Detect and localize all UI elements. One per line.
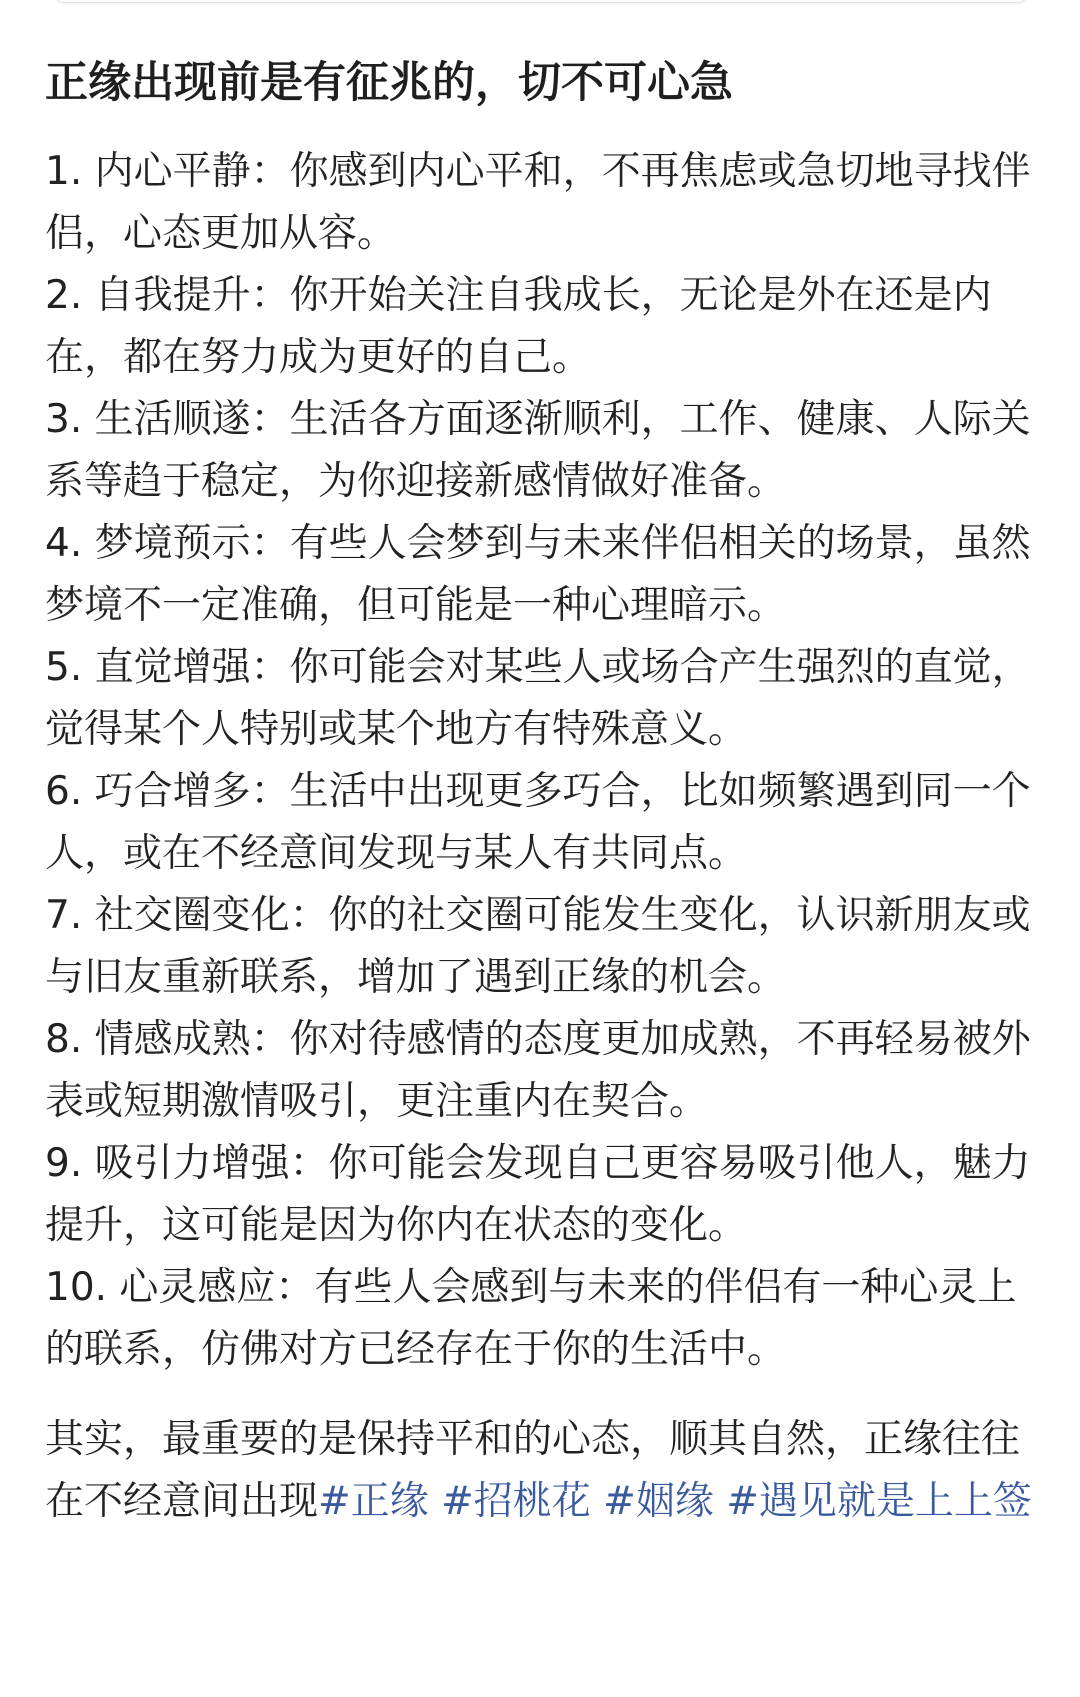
- item-text: 你可能会对某些人或场合产生强烈的直觉，觉得某个人特别或某个地方有特殊意义。: [45, 645, 1031, 752]
- item-label: 1. 内心平静：: [45, 149, 290, 194]
- item-text: 你可能会发现自己更容易吸引他人，魅力提升，这可能是因为你内在状态的变化。: [45, 1141, 1031, 1248]
- item-text: 你开始关注自我成长，无论是外在还是内在，都在努力成为更好的自己。: [45, 273, 992, 380]
- item-label: 2. 自我提升：: [45, 273, 290, 318]
- hashtag-zhaotaohua[interactable]: #招桃花: [441, 1479, 604, 1524]
- list-item: [45, 265, 1045, 389]
- post-title: 正缘出现前是有征兆的，切不可心急: [45, 58, 733, 108]
- item-text: 你感到内心平和，不再焦虑或急切地寻找伴侣，心态更加从容。: [45, 149, 1031, 256]
- item-text: 你的社交圈可能发生变化，认识新朋友或与旧友重新联系，增加了遇到正缘的机会。: [45, 893, 1031, 1000]
- item-text: 生活各方面逐渐顺利，工作、健康、人际关系等趋于稳定，为你迎接新感情做好准备。: [45, 397, 1031, 504]
- hashtag-zhengyuan[interactable]: #正缘: [318, 1479, 442, 1524]
- hashtag-yinyuan[interactable]: #姻缘: [603, 1479, 727, 1524]
- list-item: [45, 1257, 1045, 1381]
- item-label: 6. 巧合增多：: [45, 769, 290, 814]
- list-item: [45, 141, 1045, 265]
- list-item: [45, 513, 1045, 637]
- item-label: 5. 直觉增强：: [45, 645, 290, 690]
- item-label: 9. 吸引力增强：: [45, 1141, 329, 1186]
- closing-paragraph: [45, 1409, 1045, 1533]
- previous-card-edge: [54, 0, 1028, 3]
- item-label: 10. 心灵感应：: [45, 1265, 315, 1310]
- item-label: 7. 社交圈变化：: [45, 893, 329, 938]
- hashtag-yujian[interactable]: #遇见就是上上签: [726, 1479, 1032, 1524]
- list-item: [45, 761, 1045, 885]
- item-text: 有些人会梦到与未来伴侣相关的场景，虽然梦境不一定准确，但可能是一种心理暗示。: [45, 521, 1031, 628]
- item-label: 8. 情感成熟：: [45, 1017, 290, 1062]
- item-label: 4. 梦境预示：: [45, 521, 290, 566]
- item-text: 有些人会感到与未来的伴侣有一种心灵上的联系，仿佛对方已经存在于你的生活中。: [45, 1265, 1017, 1372]
- item-text: 生活中出现更多巧合，比如频繁遇到同一个人，或在不经意间发现与某人有共同点。: [45, 769, 1031, 876]
- item-label: 3. 生活顺遂：: [45, 397, 290, 442]
- list-item: [45, 637, 1045, 761]
- list-item: [45, 389, 1045, 513]
- tips-list: [45, 141, 1045, 1381]
- item-text: 你对待感情的态度更加成熟，不再轻易被外表或短期激情吸引，更注重内在契合。: [45, 1017, 1031, 1124]
- list-item: [45, 1133, 1045, 1257]
- list-item: [45, 885, 1045, 1009]
- list-item: [45, 1009, 1045, 1133]
- closing-text: 其实，最重要的是保持平和的心态，顺其自然，正缘往往在不经意间出现: [45, 1417, 1021, 1524]
- post-body: [45, 52, 1045, 1533]
